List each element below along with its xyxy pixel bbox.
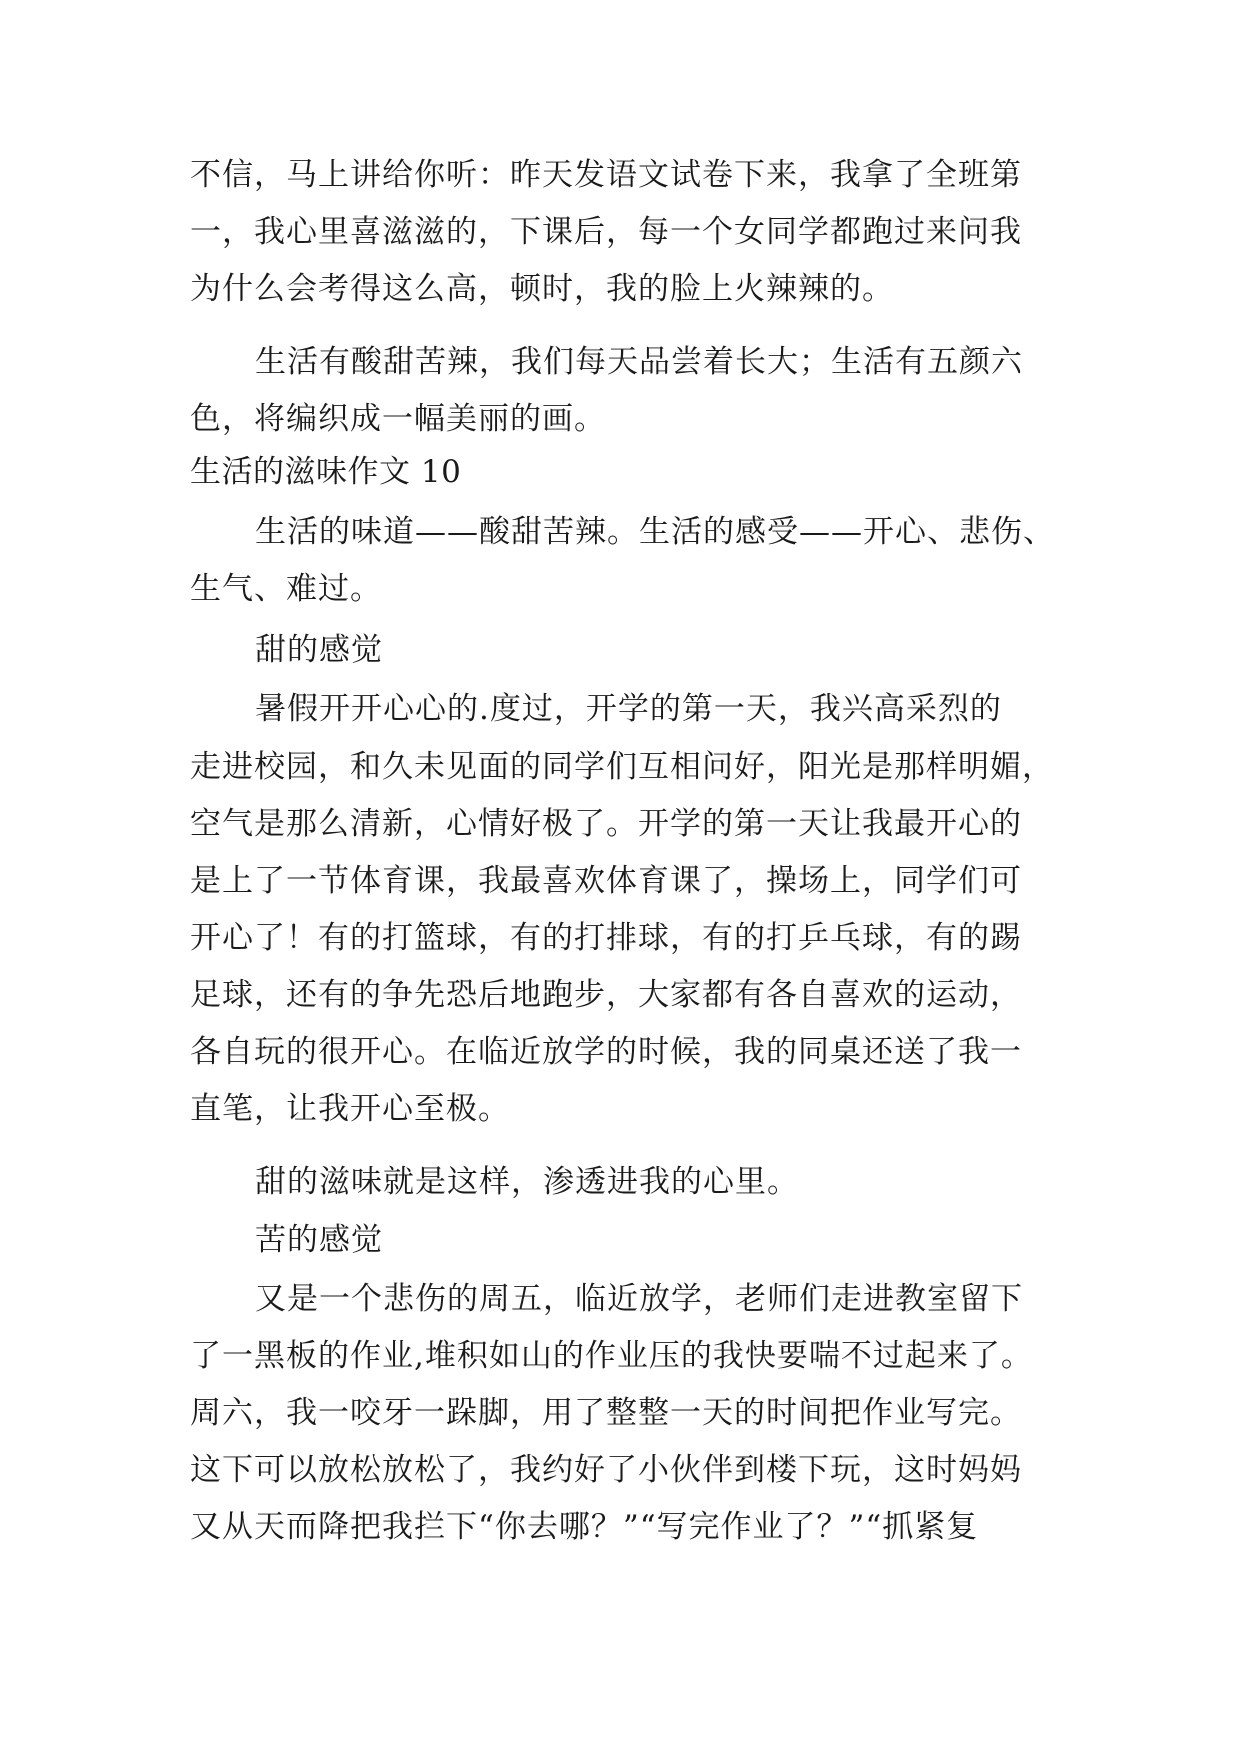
text-line: 不信，马上讲给你听：昨天发语文试卷下来，我拿了全班第 [190, 157, 1022, 193]
text-line: 又是一个悲伤的周五，临近放学，老师们走进教室留下 [255, 1281, 1023, 1317]
text-line: 生气、难过。 [190, 571, 382, 607]
text-line: 为什么会考得这么高，顿时，我的脸上火辣辣的。 [190, 271, 894, 307]
subheading: 苦的感觉 [255, 1222, 383, 1258]
text-line: 这下可以放松放松了，我约好了小伙伴到楼下玩，这时妈妈 [190, 1452, 1022, 1488]
text-line: 足球，还有的争先恐后地跑步，大家都有各自喜欢的运动， [190, 977, 1022, 1013]
text-line: 又从天而降把我拦下“你去哪？”“写完作业了？”“抓紧复 [190, 1509, 979, 1545]
text-line: 各自玩的很开心。在临近放学的时候，我的同桌还送了我一 [190, 1034, 1022, 1070]
text-line: 了一黑板的作业,堆积如山的作业压的我快要喘不过起来了。 [190, 1338, 1033, 1374]
text-line: 生活的味道——酸甜苦辣。生活的感受——开心、悲伤、 [255, 514, 1055, 550]
text-line: 走进校园，和久未见面的同学们互相问好，阳光是那样明媚， [190, 749, 1054, 785]
text-line: 周六，我一咬牙一跺脚，用了整整一天的时间把作业写完。 [190, 1395, 1022, 1431]
text-line: 开心了！有的打篮球，有的打排球，有的打乒乓球，有的踢 [190, 920, 1022, 956]
text-line: 暑假开开心心的.度过，开学的第一天，我兴高采烈的 [255, 691, 1002, 727]
text-line: 一，我心里喜滋滋的，下课后，每一个女同学都跑过来问我 [190, 214, 1022, 250]
text-line: 是上了一节体育课，我最喜欢体育课了，操场上，同学们可 [190, 863, 1022, 899]
text-line: 甜的滋味就是这样，渗透进我的心里。 [255, 1164, 799, 1200]
subheading: 甜的感觉 [255, 632, 383, 668]
text-line: 生活有酸甜苦辣，我们每天品尝着长大；生活有五颜六 [255, 344, 1023, 380]
text-line: 色，将编织成一幅美丽的画。 [190, 401, 606, 437]
text-line: 直笔，让我开心至极。 [190, 1091, 510, 1127]
section-heading: 生活的滋味作文 10 [190, 454, 462, 490]
text-line: 空气是那么清新，心情好极了。开学的第一天让我最开心的 [190, 806, 1022, 842]
